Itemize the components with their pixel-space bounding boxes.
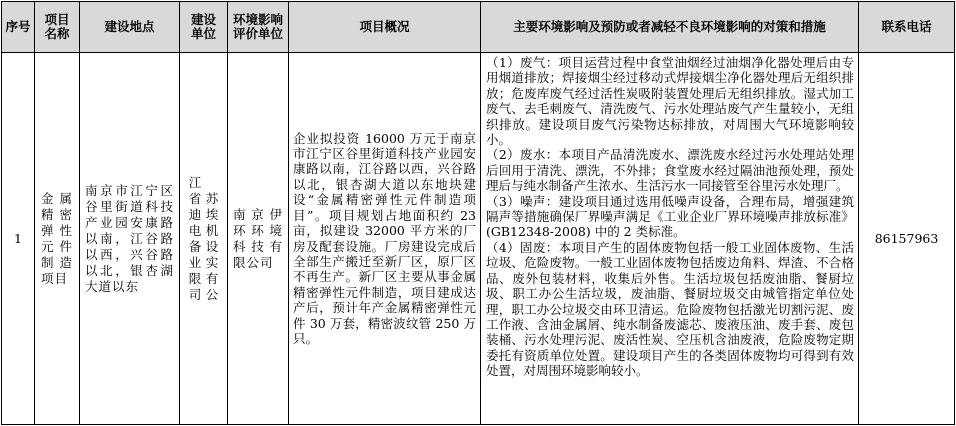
row-overview: 企业拟投资 16000 万元于南京市江宁区谷里街道科技产业园安康路以南，江谷路以西，兴谷路以北，银杏湖大道以东地块建设“金属精密弹性元件制造项目”。项目规划占地面积约 23 亩，拟建设 32000 平方米的厂房及配套设施。厂房建设完成后全部生产搬迁至新厂区，原厂区不再生产。新厂区主要从事金属精密弹性元件制造，项目建成达产后，预计年产金属精密弹性元件 30 万套，精密波纹管 250 万只。 — [289, 53, 481, 425]
row-location: 南京市江宁区谷里街道科技产业园安康路以南，江谷路以西，兴谷路以北，银杏湖大道以东 — [80, 53, 180, 425]
row-builder-col2: 苏埃机设实有公 — [205, 190, 219, 302]
eia-project-table — [1, 1, 955, 425]
measure-solid-waste: （4）固废：本项目产生的固体废物包括一般工业固体废物、生活垃圾、危险废物。一般工业固体废物包括废边角料、焊渣、不合格品、废外包装材料，收集后外售。生活垃圾包括废油脂、餐厨垃圾、职工办公生活垃圾，废油脂、餐厨垃圾交由城管指定单位处理，职工办公垃圾交由环卫清运。危险废物包括激光切割污泥、废工作液、含油金属屑、纯水制备废滤芯、废液压油、废手套、废包装桶、污水处理污泥、废活性炭、空压机含油废液，危险废物定期委托有资质单位处置。建设项目产生的各类固体废物均可得到有效处置，对周围环境影响较小。 — [486, 239, 854, 379]
row-eia-unit: 南京伊环环境科技有限公司 — [228, 53, 289, 425]
measure-water: （2）废水：本项目产品清洗废水、漂洗废水经过污水处理站处理后回用于清洗、漂洗，不外排；食堂废水经过隔油池预处理，预处理后与纯水制备产生浓水、生活污水一同接管至谷里污水处理厂。 — [486, 147, 854, 194]
row-measures — [481, 53, 859, 425]
row-project-name: 金属精密弹性元件制造项目 — [35, 53, 80, 425]
header-phone: 联系电话 — [859, 2, 955, 53]
row-builder — [180, 53, 228, 425]
header-location: 建设地点 — [80, 2, 180, 53]
header-overview: 项目概况 — [289, 2, 481, 53]
header-eia-unit: 环境影响评价单位 — [228, 2, 289, 53]
table-header-row — [2, 2, 955, 53]
row-phone: 86157963 — [859, 53, 955, 425]
measure-noise: （3）噪声：建设项目通过选用低噪声设备，合理布局，增强建筑隔声等措施确保厂界噪声满足《工业企业厂界环境噪声排放标准》(GB12348-2008) 中的 2 类标准。 — [486, 193, 854, 240]
measure-air: （1）废气：项目运营过程中食堂油烟经过油烟净化器处理后由专用烟道排放；焊接烟尘经过移动式焊接烟尘净化器处理后无组织排放；危废库废气经过活性炭吸附装置处理后无组织排放。湿式加工废气、去毛刺废气、清洗废气、污水处理站废气产生量较小，无组织排放。建设项目废气污染物达标排放，对周围大气环境影响较小。 — [486, 55, 854, 148]
header-measures: 主要环境影响及预防或者减轻不良环境影响的对策和措施 — [481, 2, 859, 53]
header-index: 序号 — [2, 2, 35, 53]
header-project-name: 项目名称 — [35, 2, 80, 53]
table-row — [2, 53, 955, 425]
row-builder-col1: 江省迪电备业限司 — [188, 174, 202, 302]
row-index: 1 — [2, 53, 35, 425]
header-builder: 建设单位 — [180, 2, 228, 53]
